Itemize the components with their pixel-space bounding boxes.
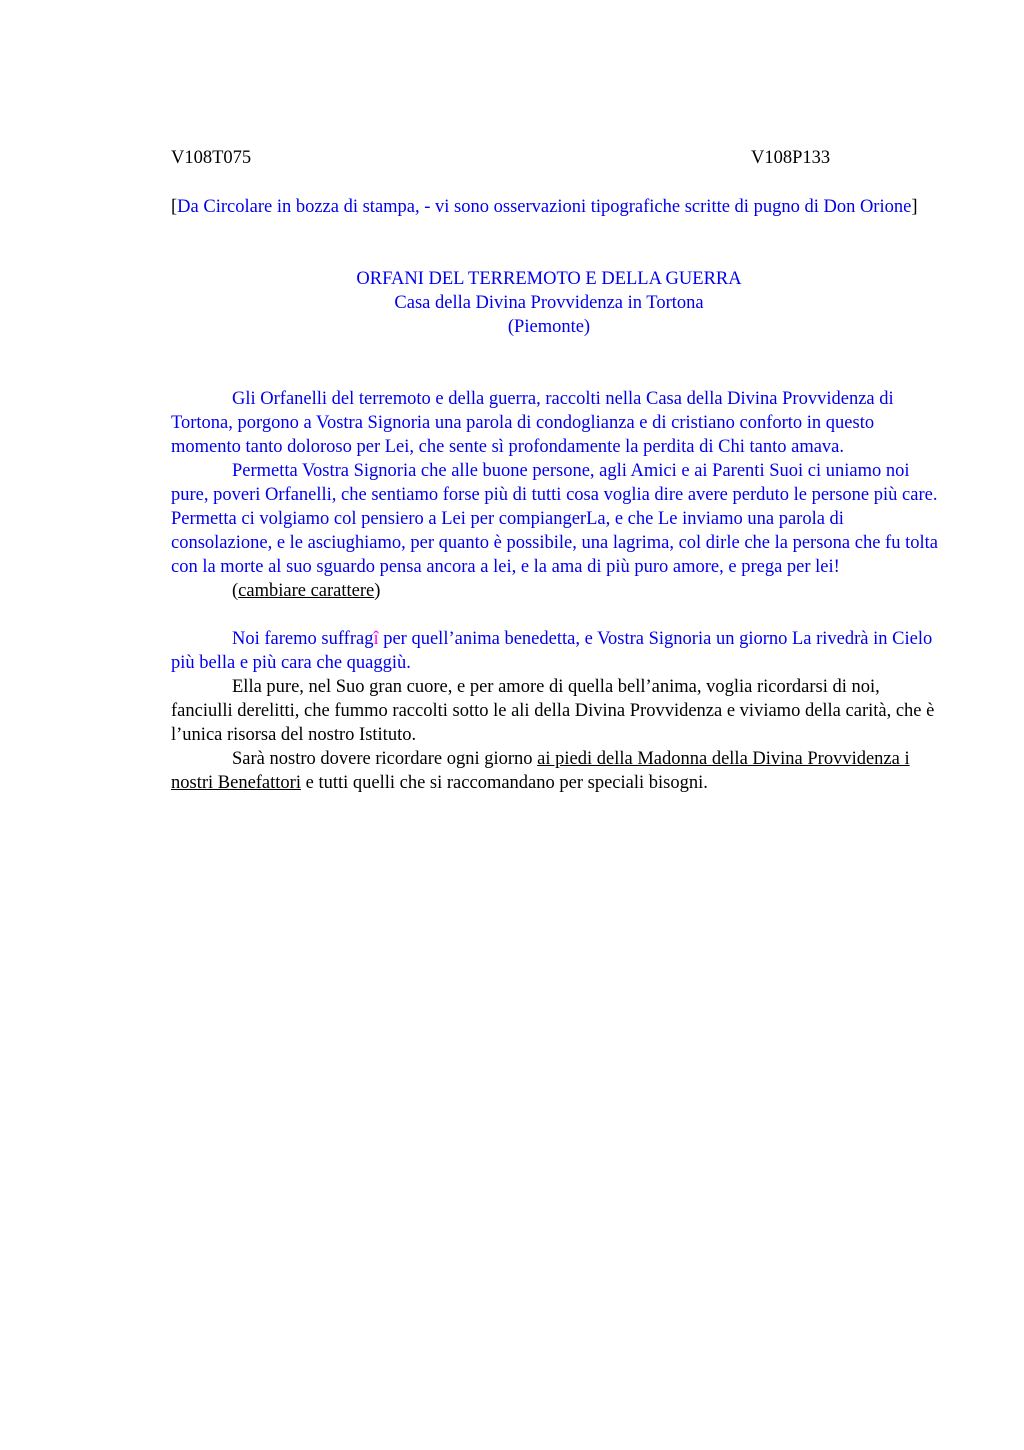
paragraph-5-after: e tutti quelli che si raccomandano per speciali bisogni. [300,773,708,793]
source-note-close-bracket: ] [911,197,918,217]
typesetting-note-text: cambiare carattere [238,581,375,601]
source-note [171,195,941,219]
document-header [171,146,941,170]
paragraph-3 [171,627,941,675]
paragraph-4: Ella pure, nel Suo gran cuore, e per amore di quella bell’anima, voglia ricordarsi di noi, fanciulli derelitti, che fummo raccolti sotto le ali della Divina Provvidenza e viviamo della carità, che è l’unica risorsa del nostro Istituto. [171,677,935,745]
paragraph-spacer [171,603,941,627]
title-line-2: Casa della Divina Provvidenza in Tortona [394,293,704,313]
source-note-text: Da Circolare in bozza di stampa, - vi sono osservazioni tipografiche scritte di pugno di Don Orione [177,197,912,217]
title-line-3: (Piemonte) [507,317,591,337]
paragraph-3-marked-char: î [373,629,379,649]
paragraph-5 [171,747,941,795]
paragraph-3-before: Noi faremo suffrag [232,629,374,649]
paragraph-5-underlined: ai piedi della Madonna della Divina Provvidenza i nostri Benefattori [171,749,910,793]
volume-code-right: V108P133 [751,148,831,168]
document-title [171,267,927,339]
paragraph-3-after: per quell’anima benedetta, e Vostra Signoria un giorno La rivedrà in Cielo più bella e più cara che quaggiù. [171,629,933,673]
volume-code-left: V108T075 [171,148,252,168]
typesetting-note-close: ) [374,581,381,601]
paragraph-2: Permetta Vostra Signoria che alle buone persone, agli Amici e ai Parenti Suoi ci uniamo noi pure, poveri Orfanelli, che sentiamo forse più di tutti cosa voglia dire avere perduto le persone più care. Permetta ci volgiamo col pensiero a Lei per compiangerLa, e che Le inviamo una parola di consolazione, e le asciughiamo, per quanto è possibile, una lagrima, col dirle che la persona che fu tolta con la morte al suo sguardo pensa ancora a lei, e la ama di più puro amore, e prega per lei! [171,461,938,577]
document-page [171,146,941,795]
title-line-1: ORFANI DEL TERREMOTO E DELLA GUERRA [356,269,742,289]
paragraph-5-before: Sarà nostro dovere ricordare ogni giorno [232,749,538,769]
typesetting-note-open: ( [232,581,239,601]
typesetting-note [171,579,941,603]
paragraph-1: Gli Orfanelli del terremoto e della guerra, raccolti nella Casa della Divina Provvidenza di Tortona, porgono a Vostra Signoria una parola di condoglianza e di cristiano conforto in questo momento tanto doloroso per Lei, che sente sì profondamente la perdita di Chi tanto amava. [171,389,894,457]
source-note-open-bracket: [ [171,197,178,217]
letter-body [171,387,941,795]
